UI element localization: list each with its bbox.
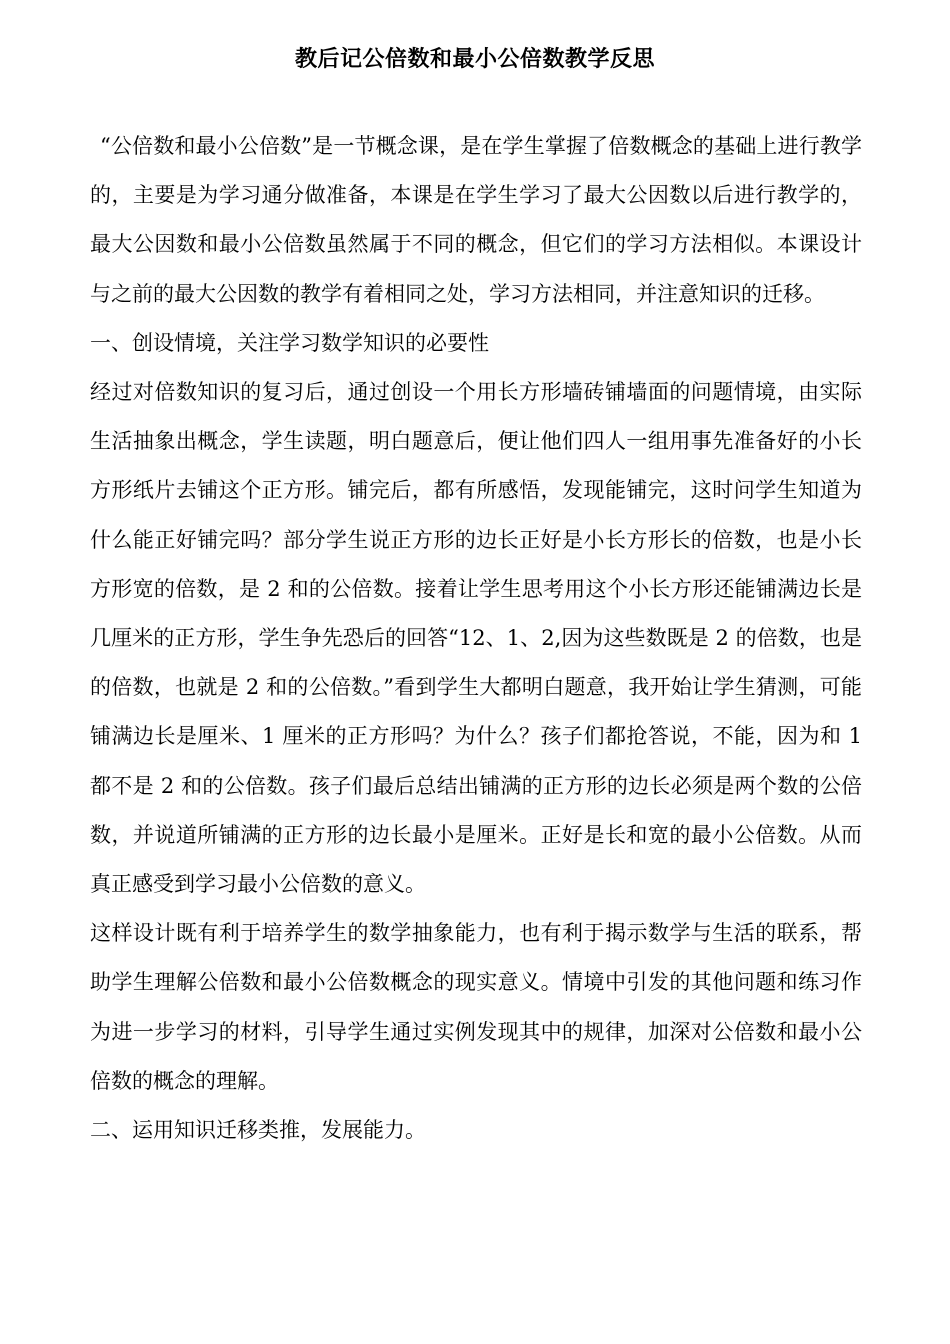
intro-paragraph: “公倍数和最小公倍数”是一节概念课，是在学生掌握了倍数概念的基础上进行教学的，主要是为学习通分做准备，本课是在学生学习了最大公因数以后进行教学的，最大公因数和最小公倍数虽然属于不同的概念，但它们的学习方法相似。本课设计与之前的最大公因数的教学有着相同之处，学习方法相同，并注意知识的迁移。 [90,134,862,306]
document-title: 教后记公倍数和最小公倍数教学反思 [294,47,655,72]
document-body [90,122,862,1155]
section-heading-1: 一、创设情境，关注学习数学知识的必要性 [90,330,489,355]
section-1-paragraph: 经过对倍数知识的复习后，通过创设一个用长方形墙砖铺墙面的问题情境，由实际生活抽象出概念，学生读题，明白题意后，便让他们四人一组用事先准备好的小长方形纸片去铺这个正方形。铺完后，都有所感悟，发现能铺完，这时问学生知道为什么能正好铺完吗？部分学生说正方形的边长正好是小长方形长的倍数，也是小长方形宽的倍数，是 2 和的公倍数。接着让学生思考用这个小长方形还能铺满边长是几厘米的正方形，学生争先恐后的回答“12、1、2,因为这些数既是 2 的倍数，也是的倍数，也就是 2 和的公倍数。”看到学生大都明白题意，我开始让学生猜测，可能铺满边长是厘米、1 厘米的正方形吗？为什么？孩子们都抢答说，不能，因为和 1 都不是 2 和的公倍数。孩子们最后总结出铺满的正方形的边长必须是两个数的公倍数，并说道所铺满的正方形的边长最小是厘米。正好是长和宽的最小公倍数。从而真正感受到学习最小公倍数的意义。 [90,380,862,897]
section-1-summary-paragraph: 这样设计既有利于培养学生的数学抽象能力，也有利于揭示数学与生活的联系，帮助学生理解公倍数和最小公倍数概念的现实意义。情境中引发的其他问题和练习作为进一步学习的材料，引导学生通过实例发现其中的规律，加深对公倍数和最小公倍数的概念的理解。 [90,921,862,1093]
section-heading-2: 二、运用知识迁移类推，发展能力。 [90,1118,426,1143]
